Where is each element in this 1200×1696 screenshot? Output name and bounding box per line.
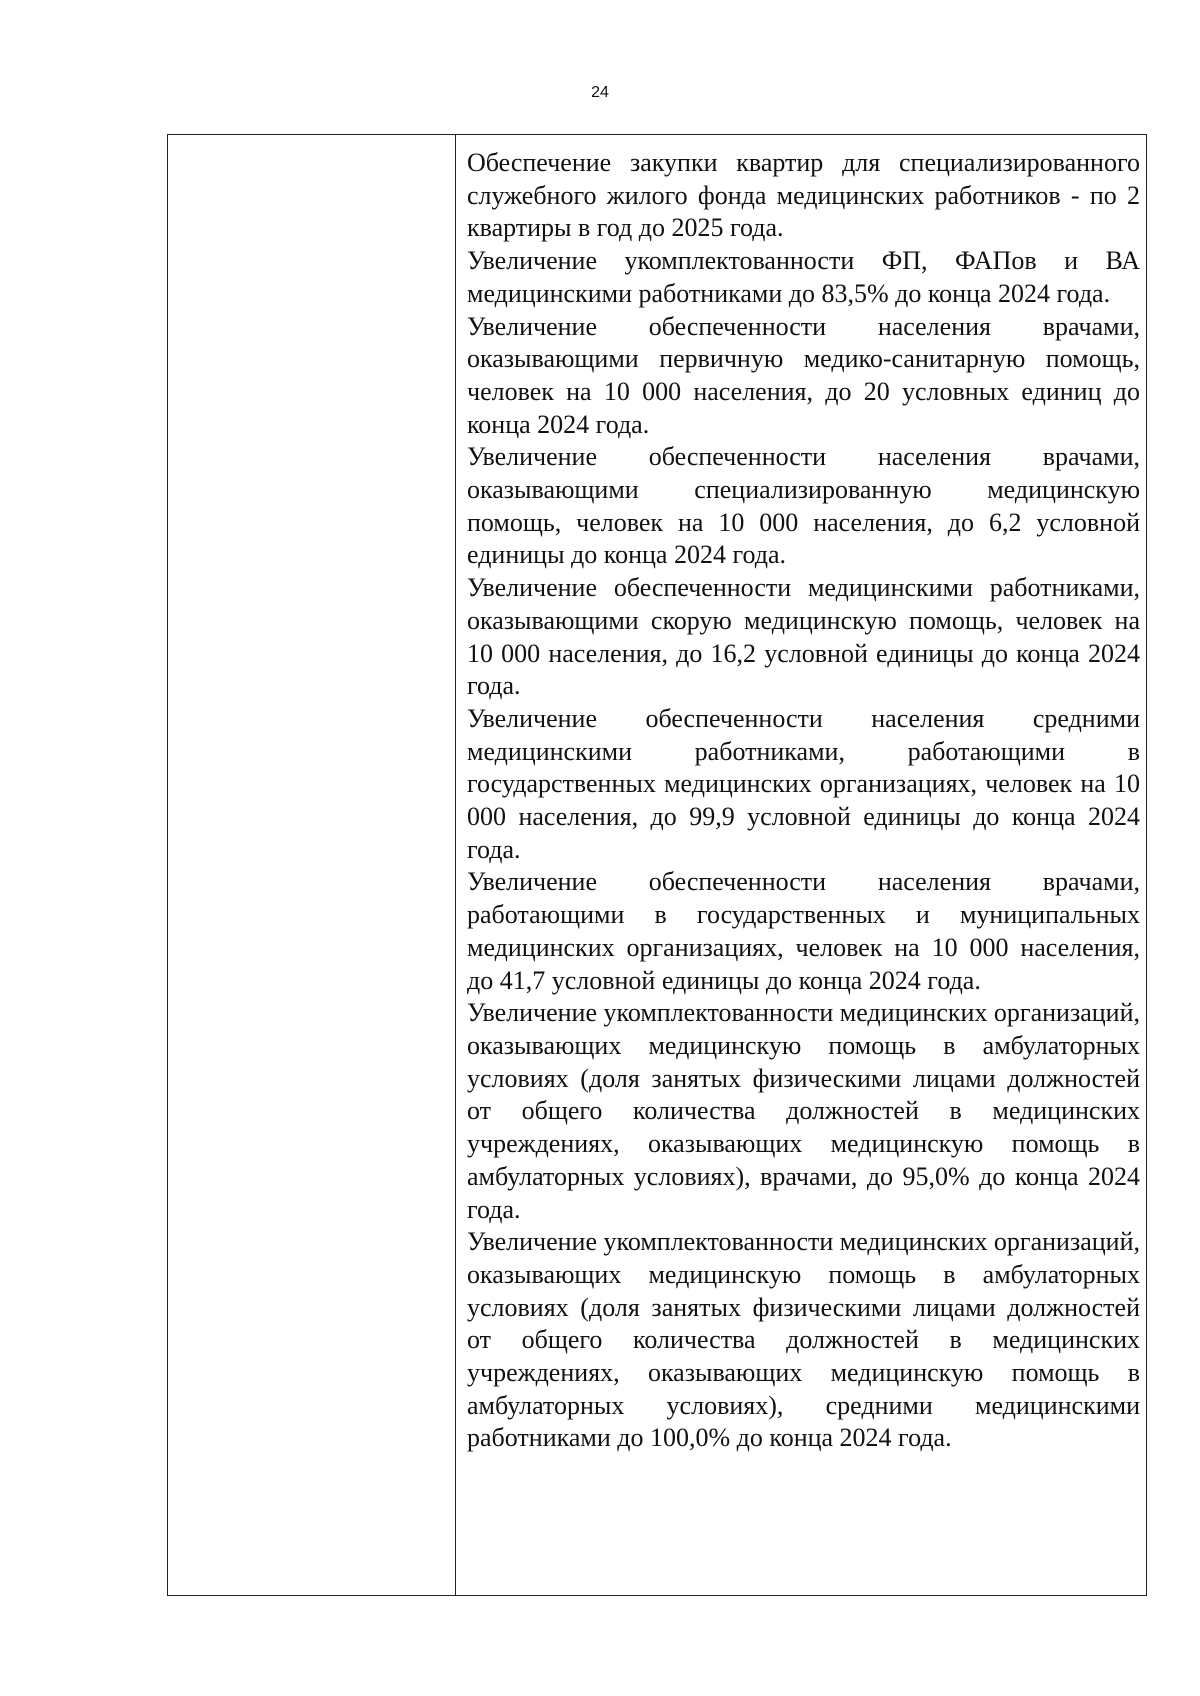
page-number: 24 <box>591 84 609 101</box>
table-cell-right <box>456 135 1147 1596</box>
cell-content <box>456 135 1146 1455</box>
paragraph-nursing-staff: Увеличение обеспеченности населения средними медицинскими работниками, работающими в государственных медицинских организациях, человек на 10 000 населения, до 99,9 условной единицы до конца 2024 года. <box>467 703 1140 864</box>
paragraph-housing: Обеспечение закупки квартир для специализированного служебного жилого фонда медицинских работников - по 2 квартиры в год до 2025 года. <box>467 148 1140 243</box>
paragraph-outpatient-doctors-staffing: Увеличение укомплектованности медицинских организаций, оказывающих медицинскую помощь в амбулаторных условиях (доля занятых физическими лицами должностей от общего количества должностей в медицинских учреждениях, оказывающих медицинскую помощь в амбулаторных условиях), врачами, до 95,0% до конца 2024 года. <box>467 998 1140 1224</box>
paragraph-primary-care-doctors: Увеличение обеспеченности населения врачами, оказывающими первичную медико-санитарную помощь, человек на 10 000 населения, до 20 условных единиц до конца 2024 года. <box>467 311 1140 439</box>
paragraph-state-municipal-doctors: Увеличение обеспеченности населения врачами, работающими в государственных и муниципальных медицинских организациях, человек на 10 000 населения, до 41,7 условной единицы до конца 2024 года. <box>467 867 1140 995</box>
document-table <box>167 134 1147 1596</box>
paragraph-outpatient-nurses-staffing: Увеличение укомплектованности медицинских организаций, оказывающих медицинскую помощь в амбулаторных условиях (доля занятых физическими лицами должностей от общего количества должностей в медицинских учреждениях, оказывающих медицинскую помощь в амбулаторных условиях), средними медицинскими работниками до 100,0% до конца 2024 года. <box>467 1227 1140 1453</box>
table-cell-left <box>168 135 456 1596</box>
table-row <box>168 135 1147 1596</box>
paragraph-staffing-fp-fap: Увеличение укомплектованности ФП, ФАПов и ВА медицинскими работниками до 83,5% до конца 2024 года. <box>467 246 1140 308</box>
paragraph-emergency-care-workers: Увеличение обеспеченности медицинскими работниками, оказывающими скорую медицинскую помощь, человек на 10 000 населения, до 16,2 условной единицы до конца 2024 года. <box>467 573 1140 701</box>
paragraph-specialized-care-doctors: Увеличение обеспеченности населения врачами, оказывающими специализированную медицинскую помощь, человек на 10 000 населения, до 6,2 условной единицы до конца 2024 года. <box>467 442 1140 570</box>
